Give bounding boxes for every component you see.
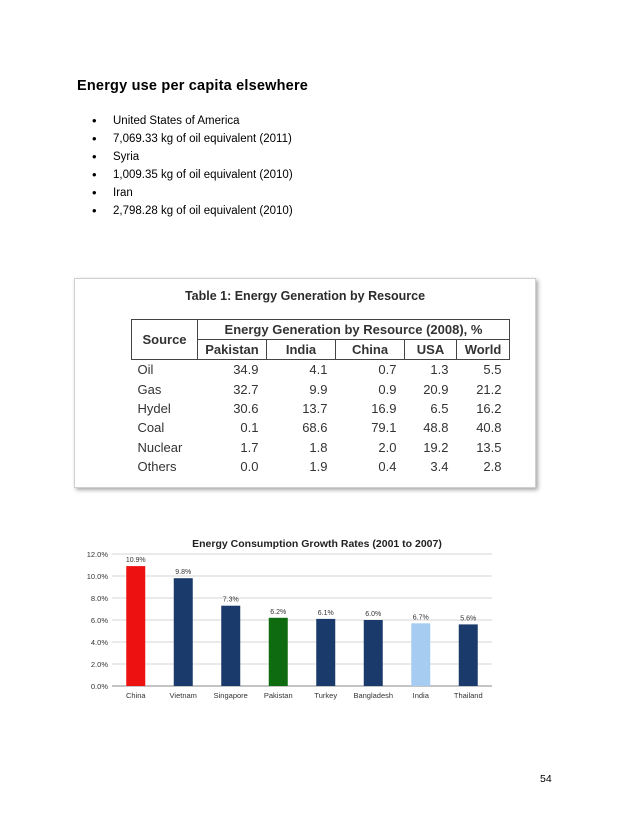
data-label: 9.8% [175,569,192,577]
energy-table-figure [74,278,536,488]
x-tick-label: Thailand [453,691,483,700]
table-cell: 5.5 [483,362,502,378]
list-item: • 7,069.33 kg of oil equivalent (2011) [92,130,293,148]
table-cell: 6.5 [430,400,449,416]
x-tick-label: India [412,691,429,700]
table-header-cell: World [457,340,510,360]
table-row [132,379,510,398]
list-item: • 2,798.28 kg of oil equivalent (2010) [92,202,293,220]
bar [126,566,145,686]
table-cell-source: Nuclear [137,439,183,455]
table-cell: 48.8 [423,420,449,436]
table-header-cell: China [336,340,405,360]
table-cell: 40.8 [476,420,502,436]
table-cell: 34.9 [233,362,259,378]
list-item: • Syria [92,148,293,166]
table-cell: 16.9 [371,400,397,416]
table-cell: 68.6 [302,420,328,436]
data-label: 6.7% [412,614,429,622]
data-label: 6.0% [365,611,382,618]
table-row [132,438,510,457]
chart-title: Energy Consumption Growth Rates (2001 to 2007) [192,538,442,550]
table-cell-source: Coal [137,420,165,436]
table-header-cell: Pakistan [198,340,267,360]
table-cell: 30.6 [233,400,259,416]
table-cell: 0.1 [240,420,259,436]
table-cell: 79.1 [371,420,397,436]
table-cell: 1.9 [309,459,328,475]
table-cell: 4.1 [309,362,328,378]
table-header-source: Source [132,320,198,360]
y-tick-label: 8.0% [90,594,108,603]
list-item: • 1,009.35 kg of oil equivalent (2010) [92,166,293,184]
table-cell: 32.7 [233,381,259,397]
table-row [132,360,510,380]
table-cell: 2.0 [378,439,397,455]
data-label: 6.2% [270,608,287,616]
table-row [132,457,510,476]
table-cell: 0.4 [378,459,397,475]
table-cell-source: Others [137,459,177,475]
data-label: 6.1% [317,609,334,617]
table-cell: 1.8 [309,439,328,455]
table-cell: 16.2 [476,400,502,416]
table-row [132,399,510,418]
x-tick-label: Turkey [314,691,338,700]
data-label: 7.3% [222,596,239,604]
y-tick-label: 0.0% [90,682,108,691]
table-header-group: Energy Generation by Resource (2008), % [198,320,510,340]
table-cell-source: Oil [137,362,154,378]
table-cell: 0.9 [378,381,397,397]
table-cell: 19.2 [423,439,449,455]
energy-generation-table [131,319,510,476]
bar [411,623,430,686]
section-heading: Energy use per capita elsewhere [77,78,309,94]
growth-rate-bar-chart [74,531,494,707]
table-cell: 21.2 [476,381,502,397]
y-tick-label: 4.0% [90,638,108,647]
y-tick-label: 2.0% [90,660,108,669]
bar [221,606,240,686]
bar [364,620,383,686]
table-cell-source: Hydel [137,400,171,416]
table-header-cell: USA [405,340,457,360]
bullet-list [92,112,293,220]
x-tick-label: Bangladesh [353,691,394,700]
page-number: 54 [540,773,552,785]
table-cell: 13.5 [476,439,502,455]
table-cell-source: Gas [137,381,162,397]
table-cell: 13.7 [302,400,328,416]
data-label: 10.9% [125,557,146,565]
table-row [132,418,510,437]
bar [316,619,335,686]
table-title: Table 1: Energy Generation by Resource [184,289,426,303]
x-tick-label: Singapore [213,691,248,700]
table-cell: 1.3 [430,362,449,378]
bar [174,578,193,686]
list-item: • Iran [92,184,293,202]
table-cell: 0.7 [378,362,397,378]
bar [269,618,288,686]
table-cell: 2.8 [483,459,502,475]
x-tick-label: Pakistan [263,691,293,700]
bar [459,624,478,686]
table-cell: 3.4 [430,459,449,475]
table-cell: 9.9 [309,381,328,397]
y-tick-label: 6.0% [90,616,108,625]
x-tick-label: Vietnam [169,691,197,700]
y-tick-label: 12.0% [86,550,108,559]
x-tick-label: China [125,691,146,700]
table-header-cell: India [267,340,336,360]
table-cell: 20.9 [423,381,449,397]
list-item: • United States of America [92,112,293,130]
table-cell: 1.7 [240,439,259,455]
data-label: 5.6% [460,615,477,623]
y-tick-label: 10.0% [86,572,108,581]
table-cell: 0.0 [240,459,259,475]
